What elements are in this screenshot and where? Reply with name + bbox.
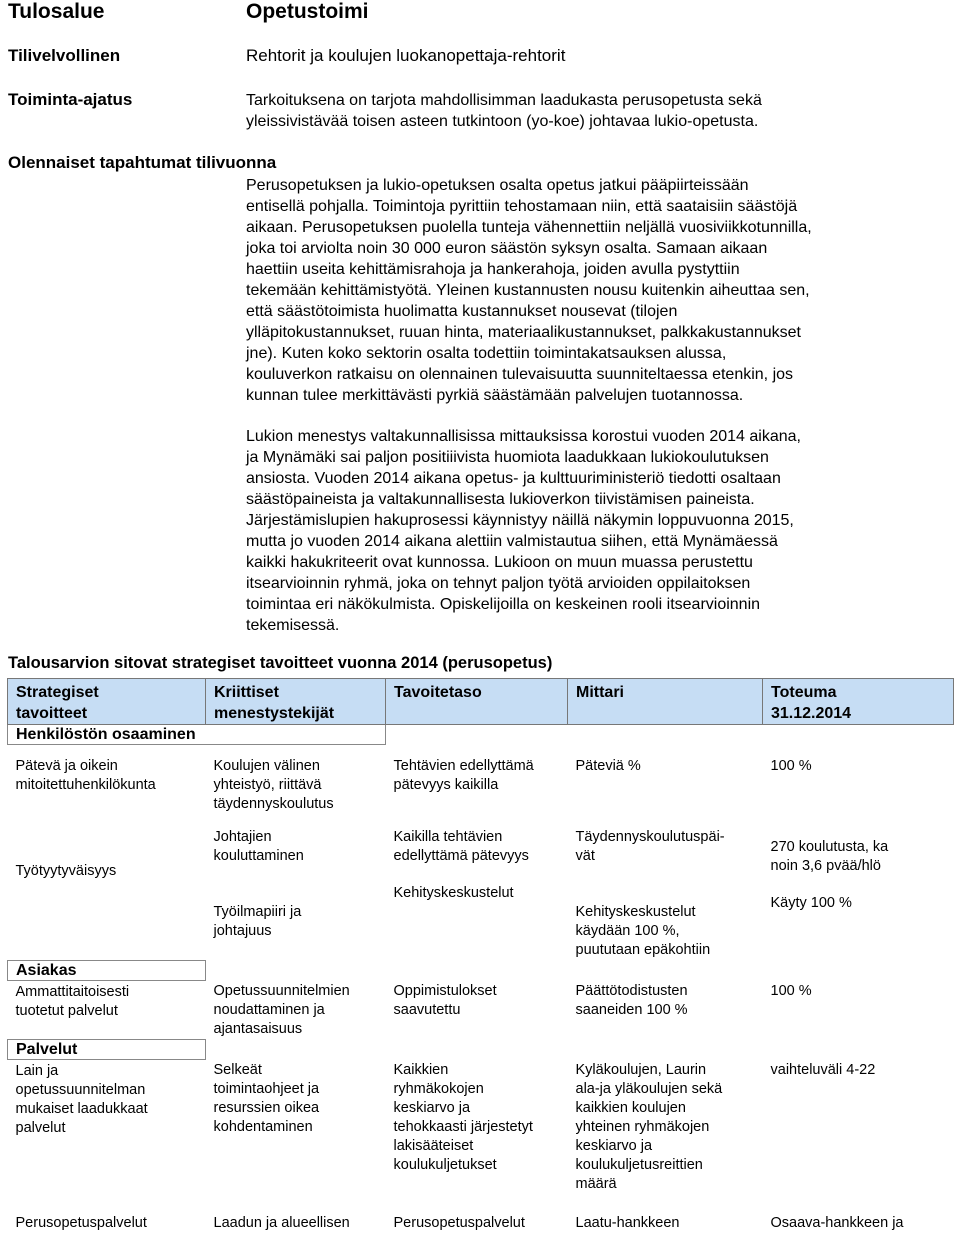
cell-line: Kyläkoulujen, Laurin bbox=[575, 1062, 707, 1078]
text-line: tekemisessä. bbox=[246, 617, 340, 634]
text-line: kouluverkon ratkaisu on olennainen tulevaisuutta suunniteltaessa etenkin, jos bbox=[246, 366, 794, 383]
table-row bbox=[8, 980, 954, 1039]
table-cell bbox=[568, 745, 763, 815]
text-line: Lukion menestys valtakunnallisissa mittauksissa korostui vuoden 2014 aikana, bbox=[246, 428, 801, 445]
section-spacer bbox=[206, 960, 954, 980]
text-line: mutta jo vuoden 2014 aikana alettiin valmistautua siihen, että Mynämäessä bbox=[246, 533, 778, 550]
cell-line: Päättötodistusten bbox=[575, 983, 688, 999]
table-cell bbox=[568, 980, 763, 1039]
cell-line: Pätevä ja oikein bbox=[15, 758, 118, 774]
events-paragraph-1 bbox=[246, 175, 951, 406]
header-line: Mittari bbox=[576, 684, 624, 701]
events-label: Olennaiset tapahtumat tilivuonna bbox=[8, 153, 277, 172]
table-cell bbox=[206, 814, 386, 960]
cell-line: noudattaminen ja bbox=[213, 1002, 325, 1018]
cell-line: Perusopetuspalvelut bbox=[393, 1215, 525, 1231]
table-cell bbox=[386, 745, 568, 815]
text-line: Perusopetuksen ja lukio-opetuksen osalta opetus jatkui pääpiirteissään bbox=[246, 177, 749, 194]
table-section-row bbox=[8, 1039, 954, 1059]
cell-line: käydään 100 %, bbox=[575, 923, 680, 939]
table-cell bbox=[206, 980, 386, 1039]
cell-line: vaihteluväli 4-22 bbox=[770, 1062, 876, 1078]
table-cell bbox=[8, 814, 206, 960]
table-cell bbox=[386, 1194, 568, 1233]
cell-line: saaneiden 100 % bbox=[575, 1002, 688, 1018]
cell-line: Osaava-hankkeen ja bbox=[770, 1215, 904, 1231]
cell-line: Työilmapiiri ja bbox=[213, 904, 302, 920]
section-label-customer: Asiakas bbox=[8, 960, 206, 980]
text-line: joka toi arviolta noin 30 000 euron säästön syksyn osalta. Samaan aikaan bbox=[246, 240, 768, 257]
cell-line: 100 % bbox=[770, 983, 812, 999]
table-cell bbox=[206, 1194, 386, 1233]
section-label-staff-competence: Henkilöstön osaaminen bbox=[8, 725, 386, 745]
table-cell bbox=[8, 745, 206, 815]
cell-line: tuotetut palvelut bbox=[15, 1002, 118, 1019]
cell-line: saavutettu bbox=[393, 1002, 461, 1018]
cell-line: johtajuus bbox=[213, 923, 272, 939]
table-row bbox=[8, 814, 954, 960]
cell-line: Tehtävien edellyttämä bbox=[393, 757, 534, 774]
header-actual bbox=[763, 679, 954, 725]
table-section-row bbox=[8, 725, 954, 745]
department-title: Opetustoimi bbox=[246, 0, 369, 23]
cell-line: mitoitettuhenkilökunta bbox=[15, 777, 156, 793]
cell-line: Opetussuunnitelmien bbox=[213, 983, 350, 999]
cell-line: keskiarvo ja bbox=[393, 1100, 471, 1116]
cell-line: Perusopetuspalvelut bbox=[15, 1215, 147, 1231]
table-section-row bbox=[8, 960, 954, 980]
goals-section-title: Talousarvion sitovat strategiset tavoitteet vuonna 2014 (perusopetus) bbox=[8, 654, 553, 672]
table-cell bbox=[206, 1059, 386, 1194]
table-cell bbox=[763, 1194, 954, 1233]
table-cell bbox=[763, 814, 954, 960]
cell-line: yhteistyö, riittävä bbox=[213, 777, 322, 793]
cell-line: Ammattitaitoisesti bbox=[15, 983, 130, 1000]
table-cell bbox=[568, 814, 763, 960]
section-label-services: Palvelut bbox=[8, 1039, 206, 1059]
cell-line: Laadun ja alueellisen bbox=[213, 1215, 350, 1231]
mission-text bbox=[246, 90, 946, 132]
table-cell bbox=[8, 1059, 206, 1194]
table-cell bbox=[763, 980, 954, 1039]
cell-line: tehokkaasti järjestetyt bbox=[393, 1119, 533, 1135]
cell-line: pätevyys kaikilla bbox=[393, 776, 499, 793]
header-line: menestystekijät bbox=[214, 705, 335, 722]
cell-line: edellyttämä pätevyys bbox=[393, 848, 529, 864]
table-row bbox=[8, 1194, 954, 1233]
cell-line: ala-ja yläkoulujen sekä bbox=[575, 1081, 723, 1097]
text-line: säästöpaineista ja valtakunnallisesta lukioverkon tiivistämisen paineista. bbox=[246, 491, 755, 508]
cell-line: Koulujen välinen bbox=[213, 758, 320, 774]
header-target-level bbox=[386, 679, 568, 725]
cell-line: Käyty 100 % bbox=[770, 895, 852, 911]
table-row bbox=[8, 1059, 954, 1194]
cell-line: Lain ja bbox=[15, 1062, 59, 1079]
cell-line: Selkeät bbox=[213, 1062, 262, 1078]
cell-line: Päteviä % bbox=[575, 757, 641, 774]
text-line: ansiosta. Vuoden 2014 aikana opetus- ja kulttuuriministeriö tiedotti osaltaan bbox=[246, 470, 781, 487]
strategic-goals-table bbox=[7, 678, 954, 1233]
cell-line: noin 3,6 pvää/hlö bbox=[770, 858, 881, 874]
section-spacer bbox=[386, 725, 954, 745]
cell-line: ryhmäkokojen bbox=[393, 1081, 484, 1097]
cell-line: opetussuunnitelman bbox=[15, 1081, 146, 1098]
header-line: Strategiset bbox=[16, 684, 99, 701]
cell-line: Kehityskeskustelut bbox=[575, 904, 696, 920]
header-line: Tavoitetaso bbox=[394, 684, 482, 701]
cell-line: 100 % bbox=[770, 757, 812, 774]
cell-line: Täydennyskoulutuspäi- bbox=[575, 829, 725, 845]
text-line: Järjestämislupien hakuprosessi käynnistyy näillä näkymin loppuvuonna 2015, bbox=[246, 512, 794, 529]
text-line: entisellä pohjalla. Toimintoja pyrittiin tehostamaan niin, että saataisiin säästöjä bbox=[246, 198, 798, 215]
section-spacer bbox=[206, 1039, 954, 1059]
table-cell bbox=[8, 1194, 206, 1233]
cell-line: Laatu-hankkeen bbox=[575, 1215, 680, 1231]
cell-line: palvelut bbox=[15, 1119, 66, 1136]
text-line: ylläpitokustannukset, ruuan hinta, materiaalikustannukset, palkkakustannukset bbox=[246, 324, 801, 341]
text-line: kunnan tulee merkittävästi pyrkiä säästämään palvelujen tuotannossa. bbox=[246, 387, 744, 404]
text-line: ja Mynämäki sai paljon positiiivista huomiota laadukkaan lukiokoulutuksen bbox=[246, 449, 769, 466]
header-critical-success-factors bbox=[206, 679, 386, 725]
cell-line: kouluttaminen bbox=[213, 848, 304, 864]
cell-line: Oppimistulokset bbox=[393, 983, 497, 999]
table-cell bbox=[763, 745, 954, 815]
result-area-label: Tulosalue bbox=[8, 0, 105, 23]
cell-line: kaikkien koulujen bbox=[575, 1100, 686, 1116]
cell-line: 270 koulutusta, ka bbox=[770, 839, 889, 855]
header-line: Toteuma bbox=[771, 684, 837, 701]
cell-line: Johtajien bbox=[213, 829, 272, 845]
cell-line: koulukuljetusreittien bbox=[575, 1157, 703, 1173]
header-line: tavoitteet bbox=[16, 705, 88, 722]
text-line: haettiin useita kehittämisrahoja ja hankerahoja, joiden avulla pystyttiin bbox=[246, 261, 740, 278]
table-cell bbox=[386, 814, 568, 960]
mission-line: yleissivistävää toisen asteen tutkintoon (yo-koe) johtavaa lukio-opetusta. bbox=[246, 113, 759, 130]
header-line: 31.12.2014 bbox=[771, 705, 852, 722]
text-line: itsearvioinnin ryhmä, joka on tehnyt paljon työtä arvioiden oppilaitoksen bbox=[246, 575, 751, 592]
cell-line: Työtyytyväisyys bbox=[15, 863, 117, 879]
table-cell bbox=[568, 1059, 763, 1194]
cell-line: toimintaohjeet ja bbox=[213, 1081, 320, 1097]
table-cell bbox=[8, 980, 206, 1039]
mission-label: Toiminta-ajatus bbox=[8, 90, 133, 109]
cell-line: yhteinen ryhmäkojen bbox=[575, 1119, 710, 1135]
cell-line: lakisääteiset bbox=[393, 1138, 474, 1154]
cell-line: koulukuljetukset bbox=[393, 1157, 497, 1173]
text-line: että säästötoimista huolimatta kustannukset nousevat (tilojen bbox=[246, 303, 678, 320]
responsible-label: Tilivelvollinen bbox=[8, 46, 121, 65]
text-line: tekemään kehittämistyötä. Yleinen kustannusten nousu kuitenkin aiheuttaa sen, bbox=[246, 282, 810, 299]
cell-line: vät bbox=[575, 848, 595, 864]
cell-line: Kaikkien bbox=[393, 1062, 449, 1078]
events-paragraph-2 bbox=[246, 426, 951, 636]
text-line: kaikki hakukriteerit ovat kunnossa. Lukioon on muun muassa perustettu bbox=[246, 554, 753, 571]
mission-line: Tarkoituksena on tarjota mahdollisimman laadukasta perusopetusta sekä bbox=[246, 92, 762, 109]
cell-line: keskiarvo ja bbox=[575, 1138, 653, 1154]
cell-line: Kehityskeskustelut bbox=[393, 885, 514, 901]
cell-line: mukaiset laadukkaat bbox=[15, 1100, 148, 1117]
text-line: toimintaa eri näkökulmista. Opiskelijoilla on keskeinen rooli itsearvioinnin bbox=[246, 596, 761, 613]
text-line: aikaan. Perusopetuksen puolella tunteja vähennettiin neljällä vuosiviikkotunnilla, bbox=[246, 219, 812, 236]
header-strategic-goals bbox=[8, 679, 206, 725]
responsible-value: Rehtorit ja koulujen luokanopettaja-rehtorit bbox=[246, 46, 566, 65]
table-cell bbox=[568, 1194, 763, 1233]
cell-line: kohdentaminen bbox=[213, 1119, 313, 1135]
text-line: jne). Kuten koko sektorin osalta todettiin toimintakatsauksen alussa, bbox=[246, 345, 727, 362]
header-line: Kriittiset bbox=[214, 684, 279, 701]
cell-line: resurssien oikea bbox=[213, 1100, 320, 1116]
cell-line: täydennyskoulutus bbox=[213, 796, 334, 812]
header-metric bbox=[568, 679, 763, 725]
table-header-row bbox=[8, 679, 954, 725]
table-cell bbox=[386, 980, 568, 1039]
cell-line: Kaikilla tehtävien bbox=[393, 829, 503, 845]
table-cell bbox=[206, 745, 386, 815]
table-row bbox=[8, 745, 954, 815]
table-cell bbox=[386, 1059, 568, 1194]
cell-line: ajantasaisuus bbox=[213, 1021, 303, 1037]
cell-line: määrä bbox=[575, 1176, 617, 1192]
cell-line: puututaan epäkohtiin bbox=[575, 942, 711, 958]
table-cell bbox=[763, 1059, 954, 1194]
